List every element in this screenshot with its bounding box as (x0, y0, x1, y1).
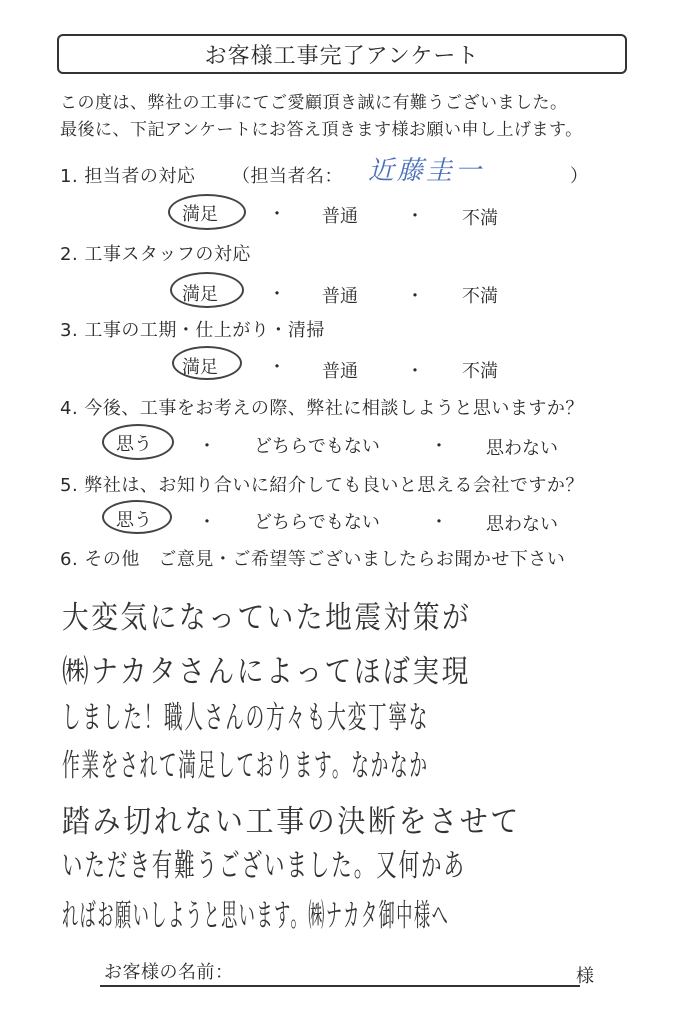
q1-option-1[interactable]: 満足 (182, 204, 218, 225)
question-5: 5. 弊社は、お知り合いに紹介しても良いと思える会社ですか？ (60, 475, 584, 496)
staff-name-label: （担当者名： (232, 166, 343, 187)
survey-title: お客様工事完了アンケート (57, 34, 627, 74)
q5-option-3[interactable]: 思わない (486, 514, 558, 535)
comment-line-6: いただき有難うございました。又何かあ (62, 848, 466, 884)
separator: ・ (268, 284, 286, 305)
q1-option-3[interactable]: 不満 (462, 208, 498, 229)
q5-option-2[interactable]: どちらでもない (254, 512, 380, 533)
q1-option-2[interactable]: 普通 (322, 206, 358, 227)
customer-name-label: お客様の名前： (104, 962, 234, 983)
question-6: 6. その他 ご意見・ご希望等ございましたらお聞かせ下さい (60, 549, 566, 570)
staff-name-handwritten: 近藤圭一 (368, 156, 485, 186)
question-4: 4. 今後、工事をお考えの際、弊社に相談しようと思いますか？ (60, 398, 584, 419)
q3-option-3[interactable]: 不満 (462, 361, 498, 382)
intro-line-1: この度は、弊社の工事にてご愛顧頂き誠に有難うございました。 (60, 93, 568, 113)
q4-option-1[interactable]: 思う (116, 434, 152, 455)
question-2: 2. 工事スタッフの対応 (60, 244, 251, 265)
q3-option-2[interactable]: 普通 (322, 361, 358, 382)
question-1: 1. 担当者の対応 (60, 166, 196, 187)
separator: ・ (268, 204, 286, 225)
intro-line-2: 最後に、下記アンケートにお答え頂きます様お願い申し上げます。 (60, 120, 583, 140)
staff-name-close: ） (570, 166, 589, 187)
separator: ・ (406, 206, 424, 227)
q4-option-3[interactable]: 思わない (486, 438, 558, 459)
q5-option-1[interactable]: 思う (116, 510, 152, 531)
separator: ・ (406, 286, 424, 307)
separator: ・ (430, 512, 448, 533)
separator: ・ (198, 512, 216, 533)
q2-option-1[interactable]: 満足 (182, 284, 218, 305)
question-3: 3. 工事の工期・仕上がり・清掃 (60, 320, 325, 341)
separator: ・ (430, 436, 448, 457)
q4-option-2[interactable]: どちらでもない (254, 436, 380, 457)
honorific: 様 (576, 966, 595, 987)
separator: ・ (198, 436, 216, 457)
comment-line-5: 踏み切れない工事の決断をさせて (62, 804, 521, 840)
separator: ・ (406, 361, 424, 382)
comment-line-4: 作業をされて満足しております。なかなか (62, 748, 429, 784)
comment-line-3: しました！職人さんの方々も大変丁寧な (62, 700, 430, 736)
separator: ・ (268, 357, 286, 378)
customer-name-line (100, 985, 580, 987)
comment-line-7: ればお願いしようと思います。㈱ナカタ御中様へ (62, 898, 450, 934)
q2-option-3[interactable]: 不満 (462, 286, 498, 307)
q3-option-1[interactable]: 満足 (182, 357, 218, 378)
comment-line-2: ㈱ナカタさんによってほぼ実現 (62, 654, 471, 690)
comment-line-1: 大変気になっていた地震対策が (62, 600, 472, 636)
q2-option-2[interactable]: 普通 (322, 286, 358, 307)
